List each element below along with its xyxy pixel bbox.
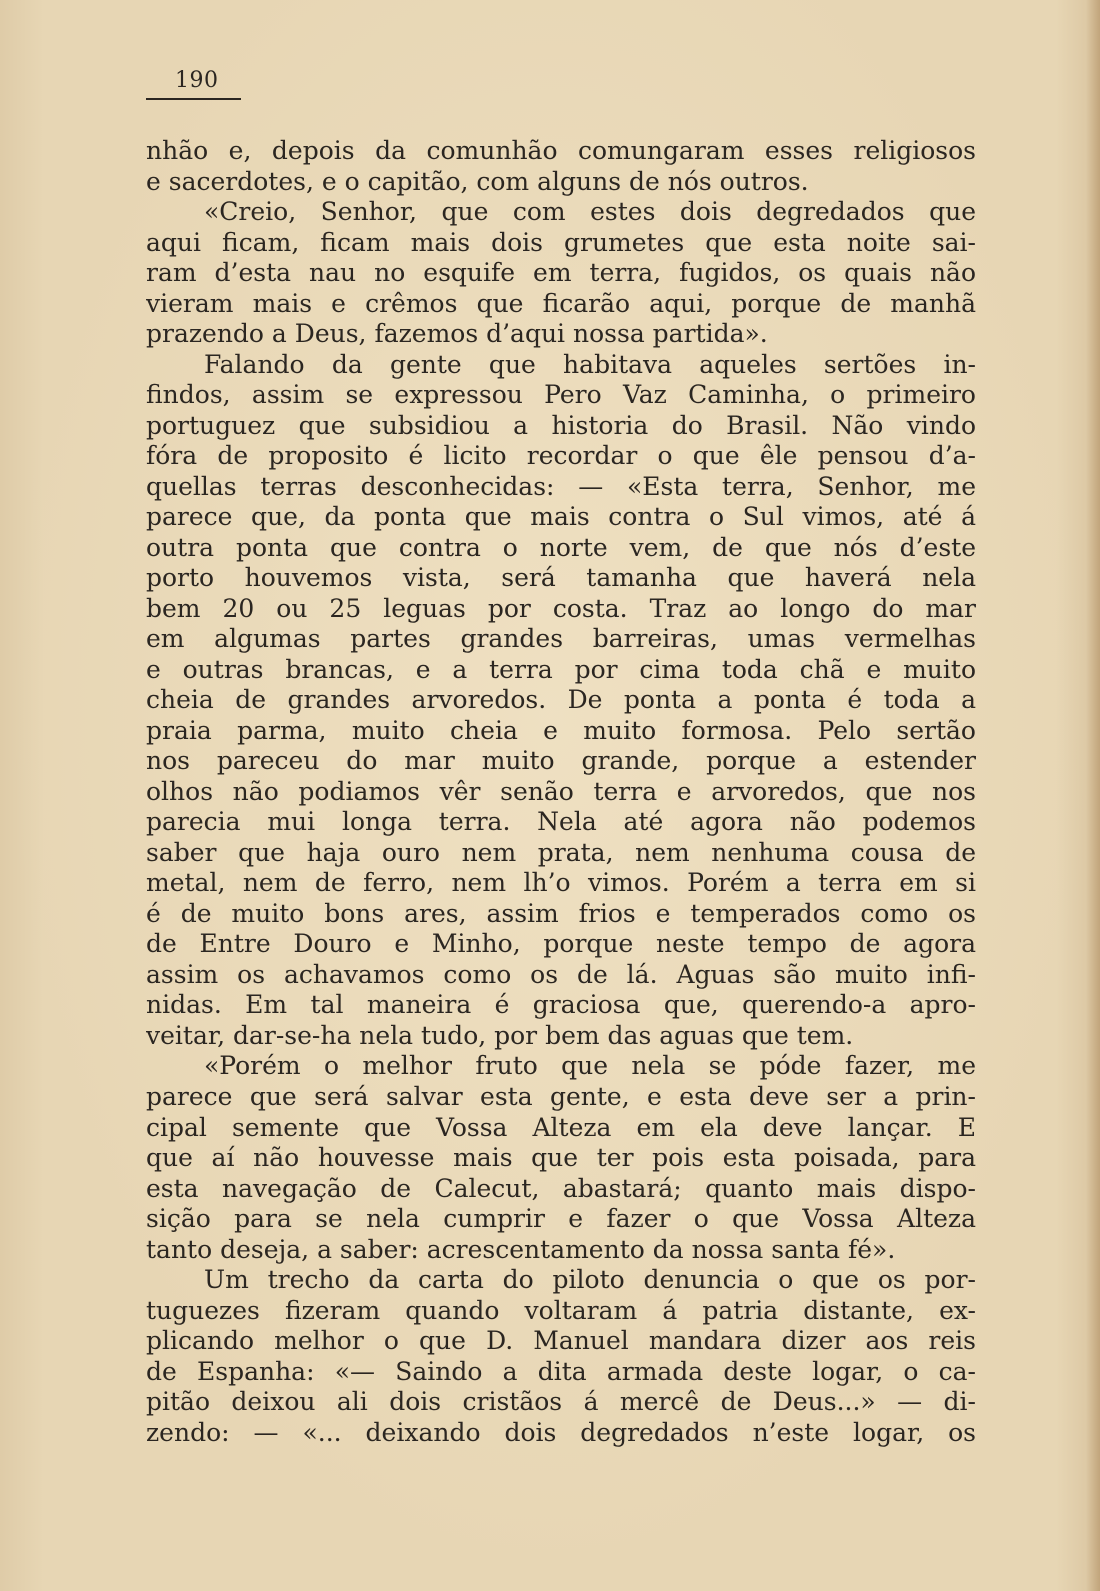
text-line: aqui ficam, ficam mais dois grumetes que esta noite sai- (146, 227, 976, 257)
text-line: de Espanha: «— Saindo a dita armada deste logar, o ca- (146, 1356, 976, 1386)
text-line: é de muito bons ares, assim frios e temperados como os (146, 898, 976, 928)
text-line: em algumas partes grandes barreiras, umas vermelhas (146, 624, 976, 654)
text-line: «Creio, Senhor, que com estes dois degredados que (204, 197, 976, 227)
text-line: e sacerdotes, e o capitão, com alguns de nós outros. (146, 166, 809, 196)
text-line: praia parma, muito cheia e muito formosa. Pelo sertão (146, 715, 976, 745)
text-line: porto houvemos vista, será tamanha que haverá nela (146, 563, 976, 593)
page-number: 190 (175, 68, 219, 93)
text-line: olhos não podiamos vêr senão terra e arvoredos, que nos (146, 776, 976, 806)
text-line: Falando da gente que habitava aqueles sertões in- (204, 349, 976, 379)
text-line: cipal semente que Vossa Alteza em ela deve lançar. E (146, 1112, 976, 1142)
text-line: parece que será salvar esta gente, e esta deve ser a prin- (146, 1081, 976, 1111)
text-line: portuguez que subsidiou a historia do Brasil. Não vindo (146, 410, 976, 440)
text-line: que aí não houvesse mais que ter pois esta poisada, para (146, 1143, 976, 1173)
text-line: tuguezes fizeram quando voltaram á patria distante, ex- (146, 1295, 976, 1325)
text-line: ram d’esta nau no esquife em terra, fugidos, os quais não (146, 258, 976, 288)
text-line: veitar, dar-se-ha nela tudo, por bem das aguas que tem. (146, 1020, 854, 1050)
page-edge-shadow (1086, 0, 1100, 1591)
text-line: outra ponta que contra o norte vem, de que nós d’este (146, 532, 976, 562)
text-line: vieram mais e crêmos que ficarão aqui, porque de manhã (146, 288, 976, 318)
text-line: metal, nem de ferro, nem lh’o vimos. Porém a terra em si (146, 868, 976, 898)
text-line: nos pareceu do mar muito grande, porque a estender (146, 746, 976, 776)
text-line: zendo: — «... deixando dois degredados n’este logar, os (146, 1417, 976, 1447)
text-line: quellas terras desconhecidas: — «Esta terra, Senhor, me (146, 471, 976, 501)
text-line: assim os achavamos como os de lá. Aguas são muito infi- (146, 959, 976, 989)
body-text (146, 136, 976, 1448)
text-line: pitão deixou ali dois cristãos á mercê de Deus...» — di- (146, 1387, 976, 1417)
text-line: tanto deseja, a saber: acrescentamento da nossa santa fé». (146, 1234, 896, 1264)
text-line: parece que, da ponta que mais contra o Sul vimos, até á (146, 502, 976, 532)
text-line: e outras brancas, e a terra por cima toda chã e muito (146, 654, 976, 684)
text-line: plicando melhor o que D. Manuel mandara dizer aos reis (146, 1326, 976, 1356)
text-line: saber que haja ouro nem prata, nem nenhuma cousa de (146, 837, 976, 867)
header-rule (146, 98, 241, 100)
text-line: findos, assim se expressou Pero Vaz Caminha, o primeiro (146, 380, 976, 410)
text-line: fóra de proposito é licito recordar o que êle pensou d’a- (146, 441, 976, 471)
text-line: sição para se nela cumprir e fazer o que Vossa Alteza (146, 1204, 976, 1234)
text-line: Um trecho da carta do piloto denuncia o que os por- (204, 1265, 976, 1295)
text-line: nidas. Em tal maneira é graciosa que, querendo-a apro- (146, 990, 976, 1020)
text-line: bem 20 ou 25 leguas por costa. Traz ao longo do mar (146, 593, 976, 623)
text-line: prazendo a Deus, fazemos d’aqui nossa partida». (146, 319, 768, 349)
text-line: cheia de grandes arvoredos. De ponta a ponta é toda a (146, 685, 976, 715)
text-line: parecia mui longa terra. Nela até agora não podemos (146, 807, 976, 837)
text-line: «Porém o melhor fruto que nela se póde fazer, me (204, 1051, 976, 1081)
text-line: de Entre Douro e Minho, porque neste tempo de agora (146, 929, 976, 959)
text-line: nhão e, depois da comunhão comungaram esses religiosos (146, 136, 976, 165)
text-line: esta navegação de Calecut, abastará; quanto mais dispo- (146, 1173, 976, 1203)
